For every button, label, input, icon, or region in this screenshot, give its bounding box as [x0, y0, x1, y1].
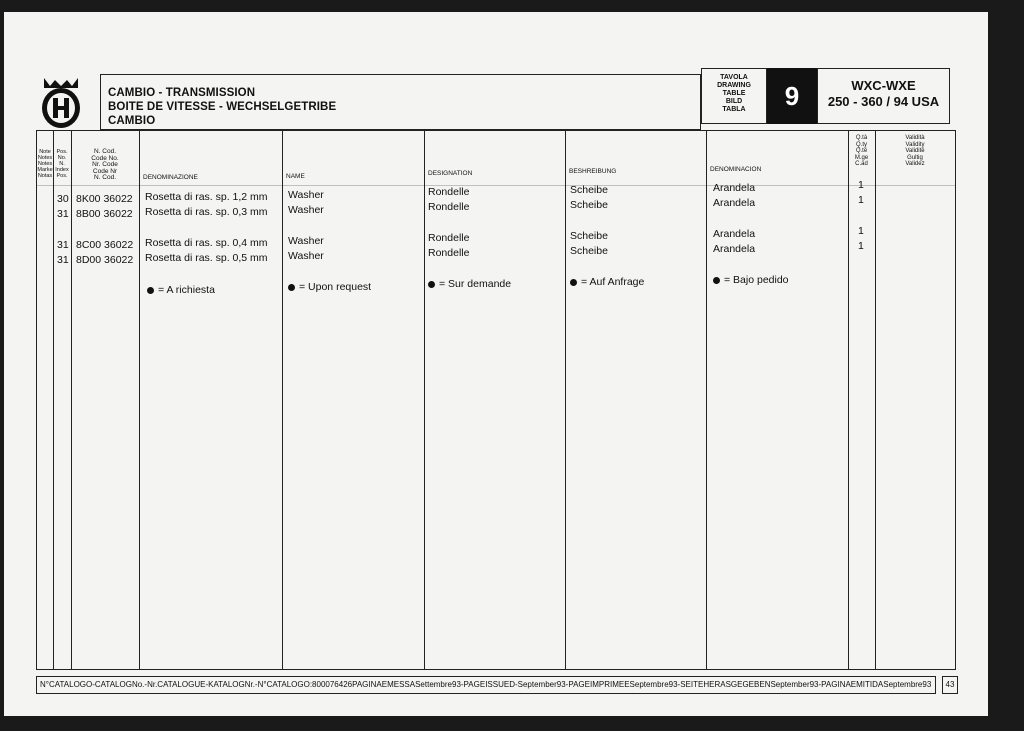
table-label: TAVOLA — [720, 74, 748, 81]
model-line-1: WXC-WXE — [851, 78, 916, 93]
row-qty: 1 — [858, 179, 864, 191]
table-label: TABLE — [722, 90, 746, 97]
row-fr: Rondelle — [428, 232, 470, 244]
row-en: Washer — [288, 235, 324, 247]
bullet-icon — [570, 279, 577, 286]
table-number: 9 — [767, 68, 817, 124]
row-es: Arandela — [713, 197, 756, 209]
table-label: DRAWING — [717, 82, 751, 89]
col-qty-header: Q.tà Q.ty Q.té M.ge C.ad — [854, 135, 869, 167]
col-pos-header: Pos. No. N. Index Pos. — [55, 149, 69, 179]
legend-en: = Upon request — [288, 281, 371, 293]
catalog-page — [4, 12, 988, 716]
bullet-icon — [428, 281, 435, 288]
legend-de: = Auf Anfrage — [570, 276, 644, 288]
row-en: Washer — [288, 189, 324, 201]
title-box — [100, 74, 701, 130]
row-en: Washer — [288, 204, 324, 216]
row-code: 8C00 36022 — [76, 239, 134, 251]
title-line-3: CAMBIO — [108, 115, 156, 127]
row-de: Scheibe — [570, 184, 608, 196]
title-line-1: CAMBIO - TRANSMISSION — [108, 87, 256, 99]
col-code-header: N. Cod. Code No. Nr. Code Code Nr N. Cod. — [91, 148, 119, 181]
row-it: Rosetta di ras. sp. 1,2 mm — [145, 191, 268, 203]
parts-table — [36, 130, 956, 670]
row-it: Rosetta di ras. sp. 0,5 mm — [145, 252, 268, 264]
row-de: Scheibe — [570, 199, 608, 211]
row-qty: 1 — [858, 225, 864, 237]
row-de: Scheibe — [570, 230, 608, 242]
bullet-icon — [713, 277, 720, 284]
row-pos: 31 — [57, 254, 69, 266]
row-fr: Rondelle — [428, 201, 470, 213]
bullet-icon — [147, 287, 154, 294]
col-beshreibung-header: BESHREIBUNG — [569, 168, 617, 175]
col-denominazione-header: DENOMINAZIONE — [143, 174, 198, 181]
model-box — [817, 68, 950, 124]
col-note-header: Note Notes Notes Marke Notas — [37, 149, 53, 179]
col-designation-header: DESIGNATION — [428, 170, 473, 177]
title-line-2: BOITE DE VITESSE - WECHSELGETRIBE — [108, 101, 337, 113]
table-label: TABLA — [722, 106, 746, 113]
row-pos: 31 — [57, 208, 69, 220]
row-pos: 31 — [57, 239, 69, 251]
col-name-header: NAME — [286, 173, 305, 180]
bullet-icon — [288, 284, 295, 291]
catalog-footer: N°CATALOGO-CATALOGNo.-Nr.CATALOGUE-KATALOGNr.-N°CATALOGO:800076426PAGINAEMESSASettembre93-PAGEISSUED-September93-PAGEIMPRIMEESeptembre93-SEITEHERASGEGEBENSeptember93-PAGINAEMITIDASeptembre93 — [36, 676, 936, 694]
husqvarna-logo-icon — [38, 74, 84, 130]
model-line-2: 250 - 360 / 94 USA — [827, 94, 940, 109]
row-code: 8K00 36022 — [76, 193, 133, 205]
page-number: 43 — [942, 676, 958, 694]
row-qty: 1 — [858, 194, 864, 206]
row-pos: 30 — [57, 193, 69, 205]
col-denominacion-header: DENOMINACION — [710, 166, 762, 173]
row-es: Arandela — [713, 182, 756, 194]
row-fr: Rondelle — [428, 247, 470, 259]
table-label-box — [701, 68, 767, 124]
legend-it: = A richiesta — [147, 284, 215, 296]
row-es: Arandela — [713, 243, 756, 255]
legend-fr: = Sur demande — [428, 278, 511, 290]
col-validity-header: Validità Validity Validité Gultig Validez — [905, 135, 925, 167]
legend-es: = Bajo pedido — [713, 274, 789, 286]
row-es: Arandela — [713, 228, 756, 240]
row-en: Washer — [288, 250, 324, 262]
row-it: Rosetta di ras. sp. 0,4 mm — [145, 237, 268, 249]
row-code: 8B00 36022 — [76, 208, 133, 220]
row-de: Scheibe — [570, 245, 608, 257]
table-label: BILD — [725, 98, 743, 105]
row-code: 8D00 36022 — [76, 254, 134, 266]
row-it: Rosetta di ras. sp. 0,3 mm — [145, 206, 268, 218]
row-qty: 1 — [858, 240, 864, 252]
row-fr: Rondelle — [428, 186, 470, 198]
